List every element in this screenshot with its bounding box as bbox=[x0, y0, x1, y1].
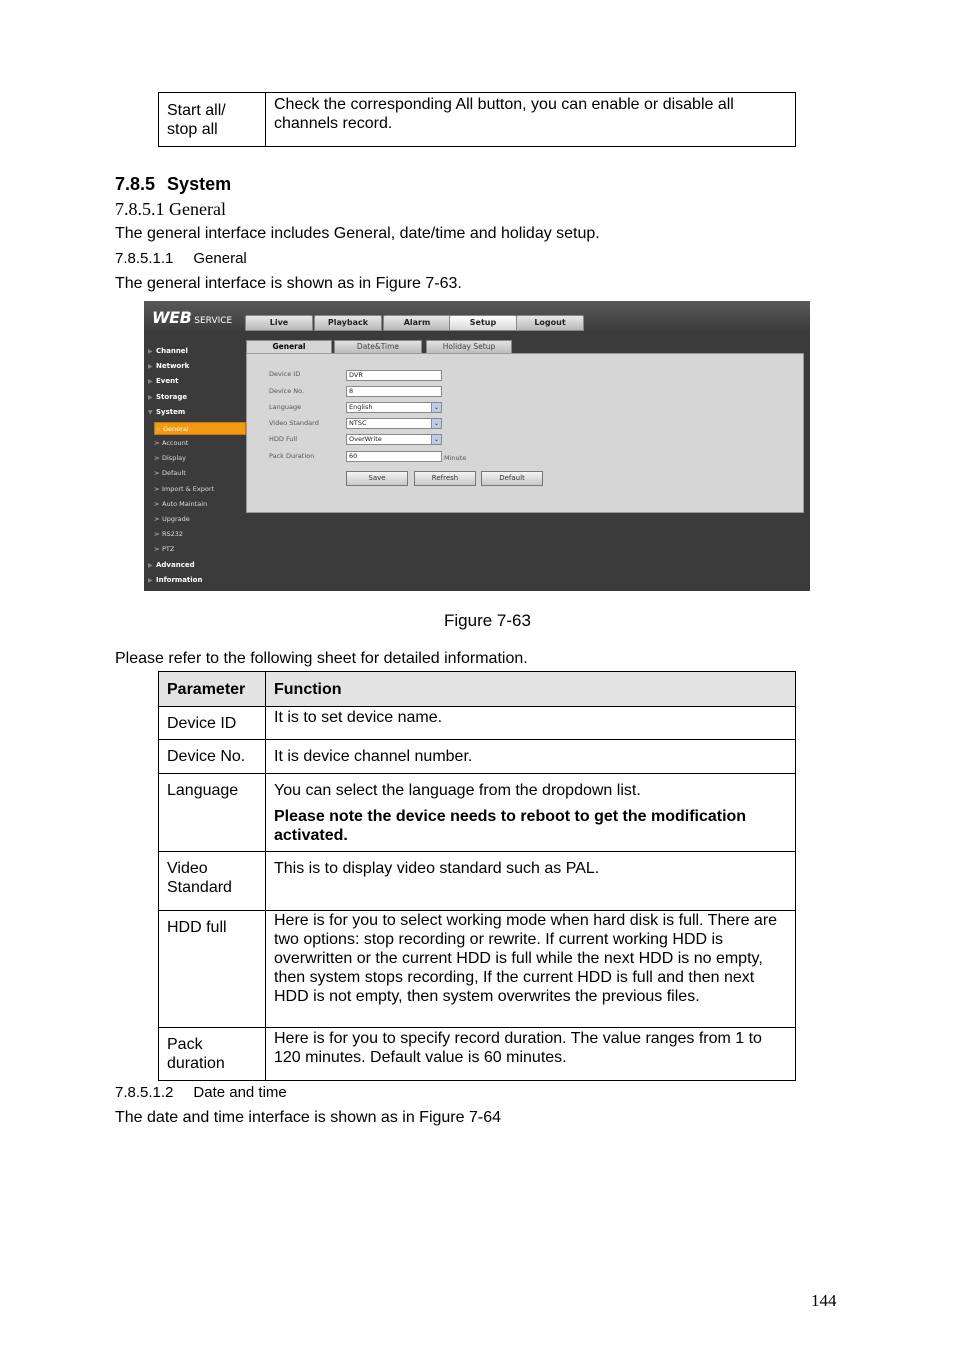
sidebar-item-label: Channel bbox=[156, 347, 188, 355]
sidebar-sub-label: Upgrade bbox=[162, 515, 190, 523]
sidebar-item-storage[interactable] bbox=[148, 391, 244, 404]
pack-duration-input[interactable]: 60 bbox=[346, 451, 442, 462]
sidebar-sub-auto-maintain[interactable] bbox=[154, 498, 246, 511]
function-cell: Here is for you to specify record duration. The value ranges from 1 to 120 minutes. Default value is 60 minutes. bbox=[266, 1028, 796, 1081]
sidebar-sub-label: General bbox=[163, 425, 189, 433]
section-heading bbox=[115, 174, 231, 195]
next-subsub-heading bbox=[115, 1084, 287, 1101]
sidebar-sub-label: Display bbox=[162, 454, 186, 462]
parameter-table bbox=[158, 671, 796, 1081]
nav-tab-setup[interactable]: Setup bbox=[449, 315, 517, 331]
sidebar-sub-upgrade[interactable] bbox=[154, 513, 246, 526]
cell-text: Standard bbox=[167, 879, 232, 896]
device-no-label: Device No. bbox=[269, 387, 305, 395]
sidebar-sub-label: Auto Maintain bbox=[162, 500, 208, 508]
chevron-right-icon: > bbox=[154, 439, 160, 447]
sidebar-item-label: Storage bbox=[156, 393, 188, 401]
sidebar-sub-general[interactable] bbox=[154, 422, 246, 435]
sidebar-item-label: Event bbox=[156, 377, 179, 385]
next-subsub-title: Date and time bbox=[193, 1084, 287, 1101]
sidebar-sub-label: RS232 bbox=[162, 530, 184, 538]
device-no-input[interactable]: 8 bbox=[346, 386, 442, 397]
table-row bbox=[159, 740, 796, 774]
cell-text: duration bbox=[167, 1055, 225, 1072]
chevron-right-icon: > bbox=[154, 545, 160, 553]
tab-general[interactable]: General bbox=[246, 340, 332, 355]
refresh-button[interactable]: Refresh bbox=[414, 471, 476, 486]
function-cell bbox=[266, 774, 796, 852]
sidebar-sub-import-export[interactable] bbox=[154, 483, 246, 496]
hdd-full-select-value: OverWrite bbox=[349, 435, 382, 443]
chevron-right-icon: > bbox=[154, 530, 160, 538]
triangle-right-icon: ▶ bbox=[148, 562, 153, 569]
function-cell: This is to display video standard such as PAL. bbox=[266, 852, 796, 911]
subsub-number: 7.8.5.1.1 bbox=[115, 250, 174, 267]
nav-tab-playback[interactable]: Playback bbox=[314, 315, 382, 331]
triangle-right-icon: ▶ bbox=[148, 363, 153, 370]
chevron-down-icon: ⌄ bbox=[431, 435, 441, 444]
sidebar-item-channel[interactable] bbox=[148, 345, 244, 358]
section-title: System bbox=[167, 174, 232, 194]
sidebar-sub-account[interactable] bbox=[154, 437, 246, 450]
hdd-full-select[interactable] bbox=[346, 434, 442, 445]
cell-text: Video bbox=[167, 860, 208, 877]
video-standard-label: Video Standard bbox=[269, 419, 319, 427]
language-select-value: English bbox=[349, 403, 373, 411]
table-header-row bbox=[159, 672, 796, 707]
sidebar-item-system[interactable] bbox=[148, 406, 244, 419]
parameter-cell bbox=[159, 93, 266, 147]
parameter-cell: HDD full bbox=[159, 911, 266, 1028]
tab-holiday-setup[interactable]: Holiday Setup bbox=[426, 340, 512, 354]
sidebar-item-information[interactable] bbox=[148, 574, 244, 587]
sidebar-item-network[interactable] bbox=[148, 360, 244, 373]
language-select[interactable] bbox=[346, 402, 442, 413]
parameter-cell: Language bbox=[159, 774, 266, 852]
figure-caption: Figure 7-63 bbox=[444, 611, 531, 630]
function-cell: It is device channel number. bbox=[266, 740, 796, 774]
parameter-cell: Device No. bbox=[159, 740, 266, 774]
function-cell: It is to set device name. bbox=[266, 707, 796, 740]
sidebar-sub-label: Import & Export bbox=[162, 485, 215, 493]
figure-intro-text: The general interface is shown as in Figure 7-63. bbox=[115, 275, 462, 292]
table-row bbox=[159, 852, 796, 911]
nav-tab-alarm[interactable]: Alarm bbox=[383, 315, 451, 331]
triangle-right-icon: ▶ bbox=[148, 378, 153, 385]
video-standard-select-value: NTSC bbox=[349, 419, 367, 427]
sidebar-sub-default[interactable] bbox=[154, 467, 246, 480]
video-standard-select[interactable] bbox=[346, 418, 442, 429]
header-function: Function bbox=[266, 672, 796, 707]
sidebar-sub-label: PTZ bbox=[162, 545, 175, 553]
chevron-down-icon: ⌄ bbox=[431, 419, 441, 428]
pack-duration-label: Pack Duration bbox=[269, 452, 315, 460]
nav-tab-logout[interactable]: Logout bbox=[516, 315, 584, 331]
parameter-cell bbox=[159, 852, 266, 911]
section-number: 7.8.5 bbox=[115, 174, 156, 194]
sidebar-sub-display[interactable] bbox=[154, 452, 246, 465]
cell-text: Pack bbox=[167, 1036, 203, 1053]
device-id-label: Device ID bbox=[269, 370, 301, 378]
chevron-right-icon: > bbox=[154, 469, 160, 477]
sidebar-sub-label: Default bbox=[162, 469, 186, 477]
table-row bbox=[159, 1028, 796, 1081]
table-row bbox=[159, 911, 796, 1028]
table-row bbox=[159, 707, 796, 740]
tab-date-time[interactable]: Date&Time bbox=[334, 340, 422, 354]
triangle-down-icon: ▼ bbox=[148, 409, 153, 416]
default-button[interactable]: Default bbox=[481, 471, 543, 486]
function-note: Please note the device needs to reboot to get the modification activated. bbox=[274, 808, 747, 844]
sidebar-sub-ptz[interactable] bbox=[154, 543, 246, 556]
device-id-input[interactable]: DVR bbox=[346, 370, 442, 381]
logo-text: WEB bbox=[152, 308, 192, 327]
web-service-screenshot bbox=[144, 301, 810, 591]
nav-tab-live[interactable]: Live bbox=[245, 315, 313, 331]
chevron-right-icon: > bbox=[155, 425, 161, 433]
general-panel bbox=[246, 353, 804, 513]
save-button[interactable]: Save bbox=[346, 471, 408, 486]
sub-heading: 7.8.5.1 General bbox=[115, 199, 226, 219]
chevron-right-icon: > bbox=[154, 454, 160, 462]
header-parameter: Parameter bbox=[159, 672, 266, 707]
start-all-table bbox=[158, 92, 796, 147]
parameter-cell: Device ID bbox=[159, 707, 266, 740]
sidebar-item-label: Advanced bbox=[156, 561, 195, 569]
sidebar-item-advanced[interactable] bbox=[148, 559, 244, 572]
subsub-heading bbox=[115, 250, 247, 267]
sidebar-item-label: Information bbox=[156, 576, 203, 584]
next-subsub-number: 7.8.5.1.2 bbox=[115, 1084, 174, 1101]
table-row bbox=[159, 93, 796, 147]
cell-text: Start all/ bbox=[167, 102, 226, 119]
function-text: You can select the language from the dropdown list. bbox=[274, 782, 641, 799]
function-cell: Here is for you to select working mode when hard disk is full. There are two options: stop recording or rewrite. If current working HDD is overwritten or the current HDD is full while the next HDD is no empty, then system stops recording, If the current HDD is full and then next HDD is not empty, then system overwrites the previous files. bbox=[266, 911, 796, 1028]
pack-duration-unit: Minute bbox=[444, 454, 467, 462]
sidebar-sub-label: Account bbox=[162, 439, 189, 447]
sidebar-item-label: System bbox=[156, 408, 186, 416]
intro-text: The general interface includes General, date/time and holiday setup. bbox=[115, 225, 600, 242]
sidebar-sub-rs232[interactable] bbox=[154, 528, 246, 541]
subsub-title: General bbox=[193, 250, 247, 267]
triangle-right-icon: ▶ bbox=[148, 348, 153, 355]
chevron-right-icon: > bbox=[154, 485, 160, 493]
triangle-right-icon: ▶ bbox=[148, 394, 153, 401]
language-label: Language bbox=[269, 403, 302, 411]
page-number: 144 bbox=[811, 1291, 837, 1310]
parameter-cell bbox=[159, 1028, 266, 1081]
next-intro-text: The date and time interface is shown as in Figure 7-64 bbox=[115, 1109, 501, 1126]
hdd-full-label: HDD Full bbox=[269, 435, 298, 443]
cell-text: stop all bbox=[167, 121, 218, 138]
chevron-right-icon: > bbox=[154, 500, 160, 508]
web-service-logo bbox=[152, 308, 232, 327]
logo-service-text: SERVICE bbox=[194, 316, 233, 326]
sidebar-item-label: Network bbox=[156, 362, 190, 370]
chevron-right-icon: > bbox=[154, 515, 160, 523]
sidebar-item-event[interactable] bbox=[148, 375, 244, 388]
chevron-down-icon: ⌄ bbox=[431, 403, 441, 412]
triangle-right-icon: ▶ bbox=[148, 577, 153, 584]
table-row bbox=[159, 774, 796, 852]
function-cell: Check the corresponding All button, you can enable or disable all channels record. bbox=[266, 93, 796, 147]
refer-text: Please refer to the following sheet for detailed information. bbox=[115, 650, 528, 667]
